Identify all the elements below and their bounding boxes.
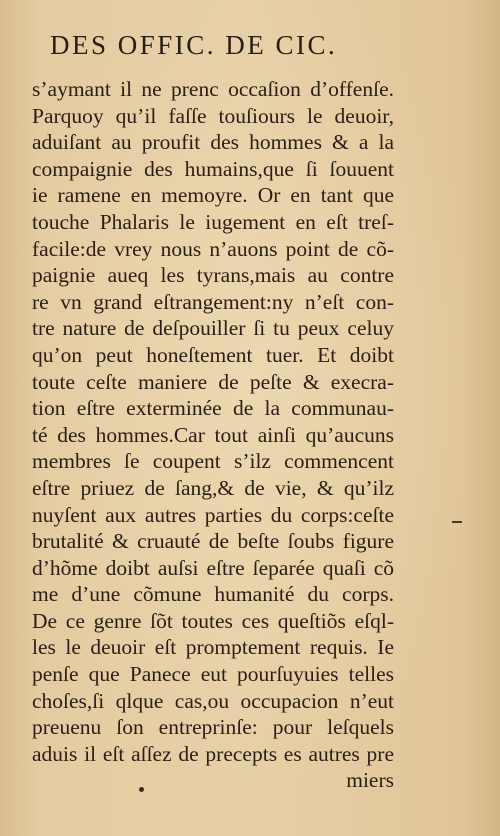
text-line: compaignie des humains,que ſi ſouuent (32, 156, 394, 181)
text-line: nuyſent aux autres parties du corps:ceſte (32, 502, 394, 527)
text-line: té des hommes.Car tout ainſi qu’aucuns (32, 422, 394, 447)
text-line: facile:de vrey nous n’auons point de cõ- (32, 236, 394, 261)
text-line: s’aymant il ne prenc occaſion d’offenſe. (32, 77, 394, 101)
text-line: aduis il eſt aſſez de precepts es autres pre (32, 741, 394, 766)
margin-mark (452, 521, 462, 523)
text-line: tion eſtre exterminée de la communau- (32, 396, 394, 421)
text-line: penſe que Panece eut pourſuyuies telles (32, 662, 394, 687)
ink-speck (139, 787, 144, 792)
text-line: eſtre priuez de ſang,& de vie, & qu’ilz (32, 475, 394, 500)
body-text (32, 76, 394, 794)
text-line: Parquoy qu’il faſſe touſiours le deuoir, (32, 103, 394, 128)
text-line: ie ramene en memoyre. Or en tant que (32, 183, 394, 208)
text-line: me d’une cõmune humanité du corps. (32, 582, 394, 607)
catchword: miers (346, 768, 394, 793)
text-line: membres ſe coupent s’ilz commencent (32, 449, 394, 474)
text-line: tre nature de deſpouiller ſi tu peux celuy (32, 316, 394, 341)
running-header: DES OFFIC. DE CIC. (50, 30, 338, 60)
text-line: choſes,ſi qlque cas,ou occupacion n’eut (32, 688, 394, 713)
text-line: qu’on peut honeſtement tuer. Et doibt (32, 342, 394, 367)
text-line: d’hõme doibt auſsi eſtre ſeparée quaſi cõ (32, 555, 394, 580)
text-line: aduiſant au proufit des hommes & a la (32, 130, 394, 155)
text-line: re vn grand eſtrangement:ny n’eſt con- (32, 289, 394, 314)
text-line: preuenu ſon entreprinſe: pour leſquels (32, 715, 394, 740)
text-line: les le deuoir eſt promptement requis. Ie (32, 635, 394, 660)
text-line: paignie aueq les tyrans,mais au contre (32, 263, 394, 288)
text-line: De ce genre ſõt toutes ces queſtiõs eſql- (32, 608, 394, 633)
text-line: brutalité & cruauté de beſte ſoubs figure (32, 529, 394, 554)
text-line: touche Phalaris le iugement en eſt treſ- (32, 209, 394, 234)
text-line: toute ceſte maniere de peſte & execra- (32, 369, 394, 394)
